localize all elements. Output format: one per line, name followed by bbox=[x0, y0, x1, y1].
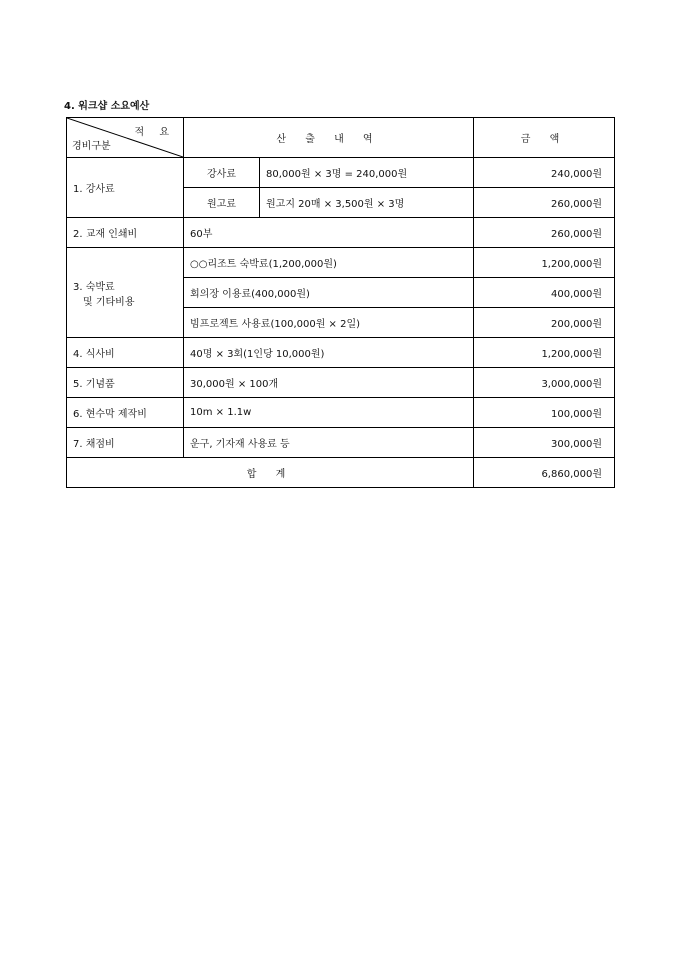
detail-cell: 10m × 1.1w bbox=[184, 398, 474, 428]
category-cell: 6. 현수막 제작비 bbox=[67, 398, 184, 428]
category-line: 및 기타비용 bbox=[83, 296, 135, 308]
category-cell: 1. 강사료 bbox=[67, 158, 184, 218]
detail-cell: 운구, 기자재 사용료 등 bbox=[184, 428, 474, 458]
amount-cell: 260,000원 bbox=[474, 188, 615, 218]
total-row bbox=[67, 458, 615, 488]
table-row bbox=[67, 338, 615, 368]
subcategory-cell: 강사료 bbox=[184, 158, 260, 188]
header-row bbox=[67, 118, 615, 158]
section-title: 4. 워크샵 소요예산 bbox=[64, 101, 150, 112]
category-cell: 4. 식사비 bbox=[67, 338, 184, 368]
header-category-label: 경비구분 bbox=[72, 141, 111, 152]
table-row bbox=[67, 248, 615, 278]
amount-cell: 400,000원 bbox=[474, 278, 615, 308]
amount-cell: 1,200,000원 bbox=[474, 338, 615, 368]
header-detail: 산 출 내 역 bbox=[184, 118, 474, 158]
subcategory-cell: 원고료 bbox=[184, 188, 260, 218]
amount-cell: 1,200,000원 bbox=[474, 248, 615, 278]
table-row bbox=[67, 158, 615, 188]
amount-cell: 200,000원 bbox=[474, 308, 615, 338]
table-row bbox=[67, 398, 615, 428]
diagonal-header-cell bbox=[67, 118, 184, 158]
detail-cell: 회의장 이용료(400,000원) bbox=[184, 278, 474, 308]
amount-cell: 3,000,000원 bbox=[474, 368, 615, 398]
category-cell: 7. 채점비 bbox=[67, 428, 184, 458]
detail-cell: 80,000원 × 3명 = 240,000원 bbox=[260, 158, 474, 188]
detail-cell: 30,000원 × 100개 bbox=[184, 368, 474, 398]
amount-cell: 100,000원 bbox=[474, 398, 615, 428]
total-amount: 6,860,000원 bbox=[474, 458, 615, 488]
detail-cell: 40명 × 3회(1인당 10,000원) bbox=[184, 338, 474, 368]
amount-cell: 240,000원 bbox=[474, 158, 615, 188]
header-amount: 금 액 bbox=[474, 118, 615, 158]
detail-cell: 빔프로젝트 사용료(100,000원 × 2일) bbox=[184, 308, 474, 338]
detail-cell: 원고지 20매 × 3,500원 × 3명 bbox=[260, 188, 474, 218]
table-row bbox=[67, 428, 615, 458]
total-label: 합 계 bbox=[67, 458, 474, 488]
category-line: 3. 숙박료 bbox=[73, 281, 115, 293]
category-cell bbox=[67, 248, 184, 338]
category-cell: 2. 교재 인쇄비 bbox=[67, 218, 184, 248]
category-cell: 5. 기념품 bbox=[67, 368, 184, 398]
table-row bbox=[67, 368, 615, 398]
table-row bbox=[67, 218, 615, 248]
amount-cell: 300,000원 bbox=[474, 428, 615, 458]
detail-cell: ○○리조트 숙박료(1,200,000원) bbox=[184, 248, 474, 278]
detail-cell: 60부 bbox=[184, 218, 474, 248]
budget-table bbox=[66, 117, 615, 488]
header-item-label: 적 요 bbox=[134, 127, 175, 138]
amount-cell: 260,000원 bbox=[474, 218, 615, 248]
